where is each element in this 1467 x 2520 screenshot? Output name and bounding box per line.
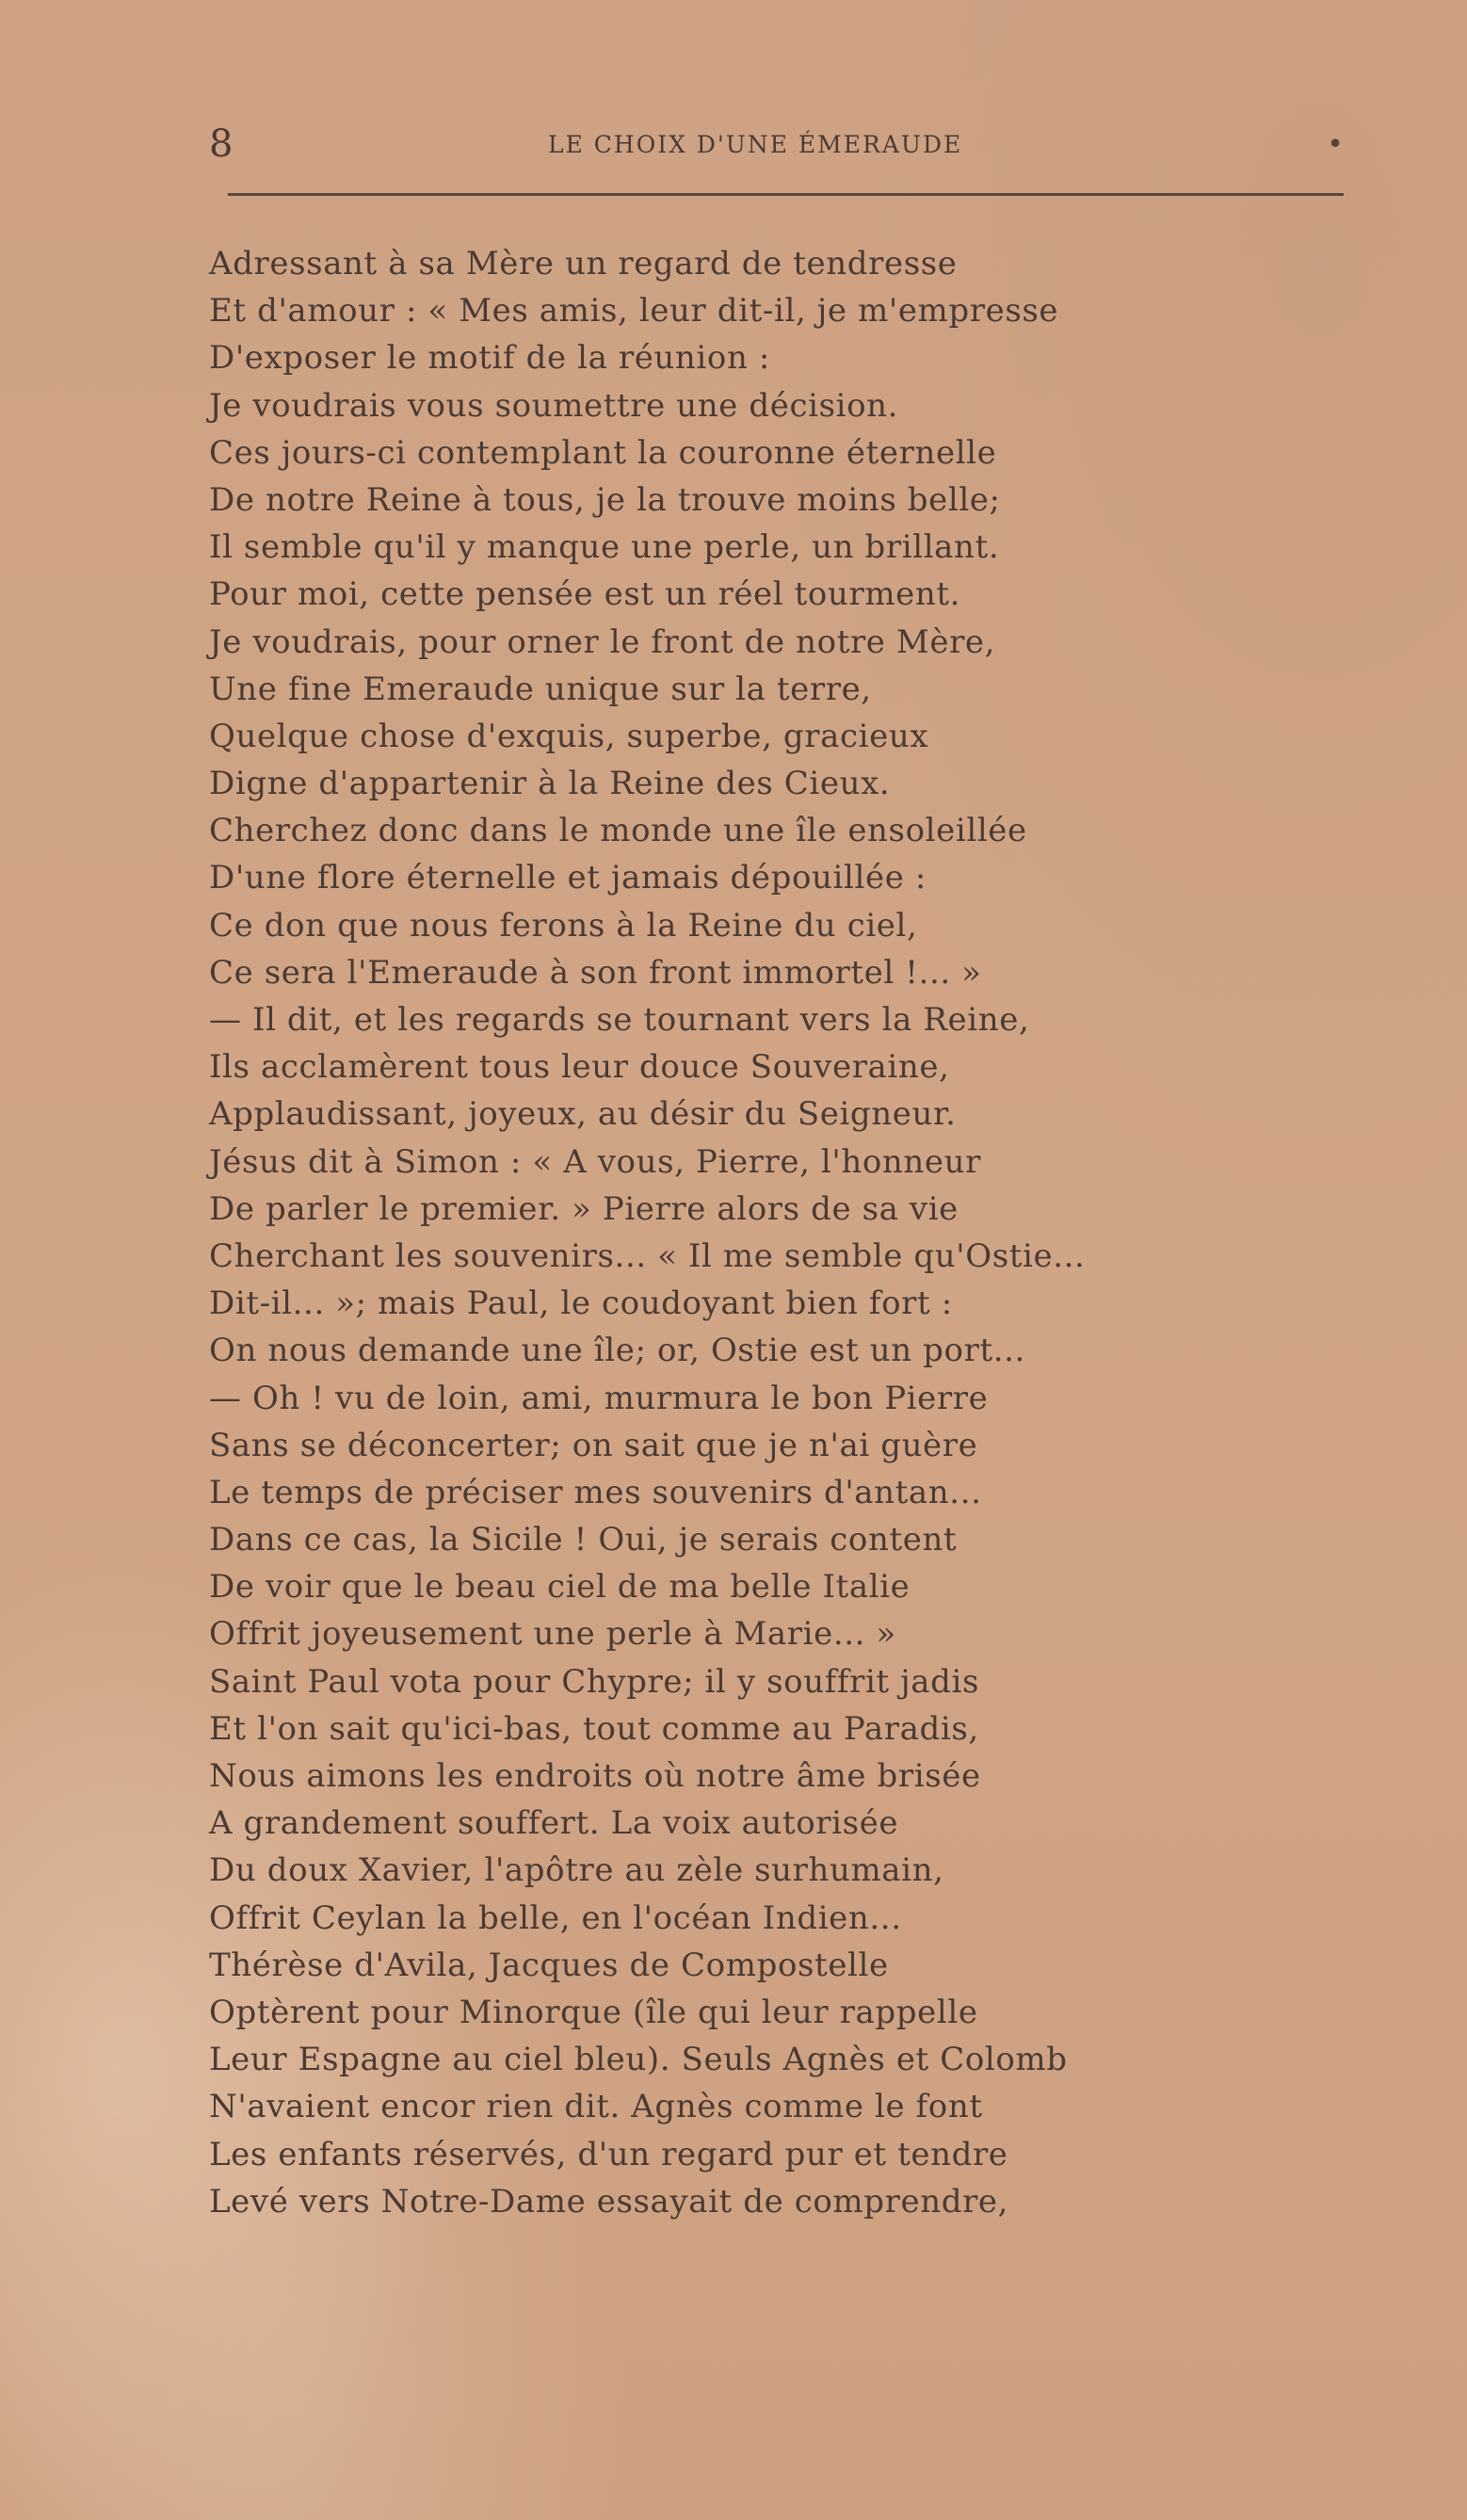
verse-line: Je voudrais vous soumettre une décision. [209,386,899,425]
verse-line: De notre Reine à tous, je la trouve moins belle; [209,480,1001,519]
poem-text [209,240,1292,2225]
header-rule [228,193,1344,196]
verse-line: Une fine Emeraude unique sur la terre, [209,670,872,708]
verse-line: On nous demande une île; or, Ostie est un port... [209,1332,1025,1370]
verse-line: Optèrent pour Minorque (île qui leur rappelle [209,1993,978,2031]
verse-line: Offrit joyeusement une perle à Marie... » [209,1615,896,1654]
verse-line: Digne d'appartenir à la Reine des Cieux. [209,765,891,803]
verse-line: Saint Paul vota pour Chypre; il y souffrit jadis [209,1662,979,1701]
verse-line: Cherchez donc dans le monde une île ensoleillée [209,812,1027,850]
verse-line: Ce sera l'Emeraude à son front immortel !... » [209,953,982,992]
verse-line: Jésus dit à Simon : « A vous, Pierre, l'honneur [209,1142,981,1181]
verse-line: D'exposer le motif de la réunion : [209,339,770,378]
verse-line: Les enfants réservés, d'un regard pur et tendre [209,2135,1008,2173]
verse-line: A grandement souffert. La voix autorisée [209,1804,899,1843]
verse-line: Il semble qu'il y manque une perle, un brillant. [209,528,1000,567]
verse-line: Offrit Ceylan la belle, en l'océan Indien... [209,1898,902,1937]
verse-line: Et d'amour : « Mes amis, leur dit-il, je m'empresse [209,292,1059,331]
verse-line: De parler le premier. » Pierre alors de sa vie [209,1189,959,1228]
verse-line: Applaudissant, joyeux, au désir du Seigneur. [209,1095,957,1134]
verse-line: Cherchant les souvenirs... « Il me semble qu'Ostie... [209,1236,1086,1275]
verse-line: Je voudrais, pour orner le front de notre Mère, [209,622,996,661]
verse-line: Ces jours-ci contemplant la couronne éternelle [209,433,997,472]
verse-line: Le temps de préciser mes souvenirs d'antan... [209,1473,982,1511]
verse-line: Adressant à sa Mère un regard de tendresse [209,245,958,283]
verse-line: Thérèse d'Avila, Jacques de Compostelle [209,1946,889,1984]
verse-line: Ils acclamèrent tous leur douce Souveraine, [209,1048,950,1087]
ornament-dot: • [1327,128,1344,161]
verse-line: Du doux Xavier, l'apôtre au zèle surhumain, [209,1851,944,1890]
verse-line: Nous aimons les endroits où notre âme brisée [209,1757,981,1795]
page-number: 8 [209,122,234,166]
verse-line: Sans se déconcerter; on sait que je n'ai guère [209,1426,978,1464]
running-head [209,121,1344,168]
verse-line: Dans ce cas, la Sicile ! Oui, je serais content [209,1521,958,1559]
verse-line: Ce don que nous ferons à la Reine du ciel, [209,906,918,945]
verse-line: D'une flore éternelle et jamais dépouillée : [209,859,927,897]
verse-line: Levé vers Notre-Dame essayait de comprendre, [209,2182,1009,2221]
verse-line: Pour moi, cette pensée est un réel tourment. [209,575,961,614]
verse-line: Quelque chose d'exquis, superbe, gracieux [209,717,929,755]
verse-line: Et l'on sait qu'ici-bas, tout comme au Paradis, [209,1709,979,1748]
verse-line: Leur Espagne au ciel bleu). Seuls Agnès et Colomb [209,2041,1068,2079]
verse-line: — Il dit, et les regards se tournant vers la Reine, [209,1001,1030,1039]
verse-line: Dit-il... »; mais Paul, le coudoyant bien fort : [209,1284,953,1323]
verse-line: N'avaient encor rien dit. Agnès comme le font [209,2088,983,2126]
verse-line: De voir que le beau ciel de ma belle Italie [209,1568,911,1607]
running-title: LE CHOIX D'UNE ÉMERAUDE [548,131,963,158]
verse-line: — Oh ! vu de loin, ami, murmura le bon Pierre [209,1379,989,1417]
